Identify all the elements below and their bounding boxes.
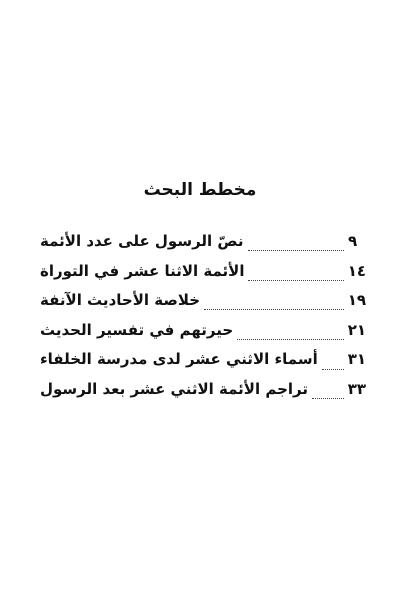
toc-entry-page: ٣١ (347, 350, 366, 369)
toc-entry-title: أسماء الاثني عشر لدى مدرسة الخلفاء (40, 350, 318, 369)
toc-entry-page: ١٤ (347, 261, 366, 280)
toc-entry (36, 350, 366, 380)
dot-leader (322, 369, 344, 370)
toc-entry (36, 321, 366, 351)
toc-entry-page: ٣٣ (347, 379, 366, 398)
dot-leader (204, 309, 344, 310)
toc-entry-page: ٩ (348, 232, 358, 250)
dot-leader (312, 398, 344, 399)
toc-entry-title: الأئمة الاثنا عشر في التوراة (40, 261, 245, 280)
dot-leader (248, 280, 343, 281)
toc-entry-page: ٢١ (347, 320, 366, 339)
toc-entry (36, 232, 366, 262)
toc-entry (36, 262, 366, 292)
toc-entry (36, 291, 366, 321)
dot-leader (237, 339, 344, 340)
toc-entry-title: خلاصة الأحاديث الآنفة (40, 291, 201, 310)
toc-entry-title: نصّ الرسول على عدد الأئمة (40, 232, 244, 250)
toc-entry-title: حيرتهم في تفسير الحديث (40, 320, 234, 339)
toc-entry-page: ١٩ (347, 291, 366, 310)
page-title: مخطط البحث (143, 180, 257, 200)
toc-entry-title: تراجم الأئمة الاثني عشر بعد الرسول (40, 379, 309, 398)
dot-leader (248, 250, 344, 251)
toc-entry (36, 380, 366, 410)
table-of-contents (36, 232, 366, 410)
